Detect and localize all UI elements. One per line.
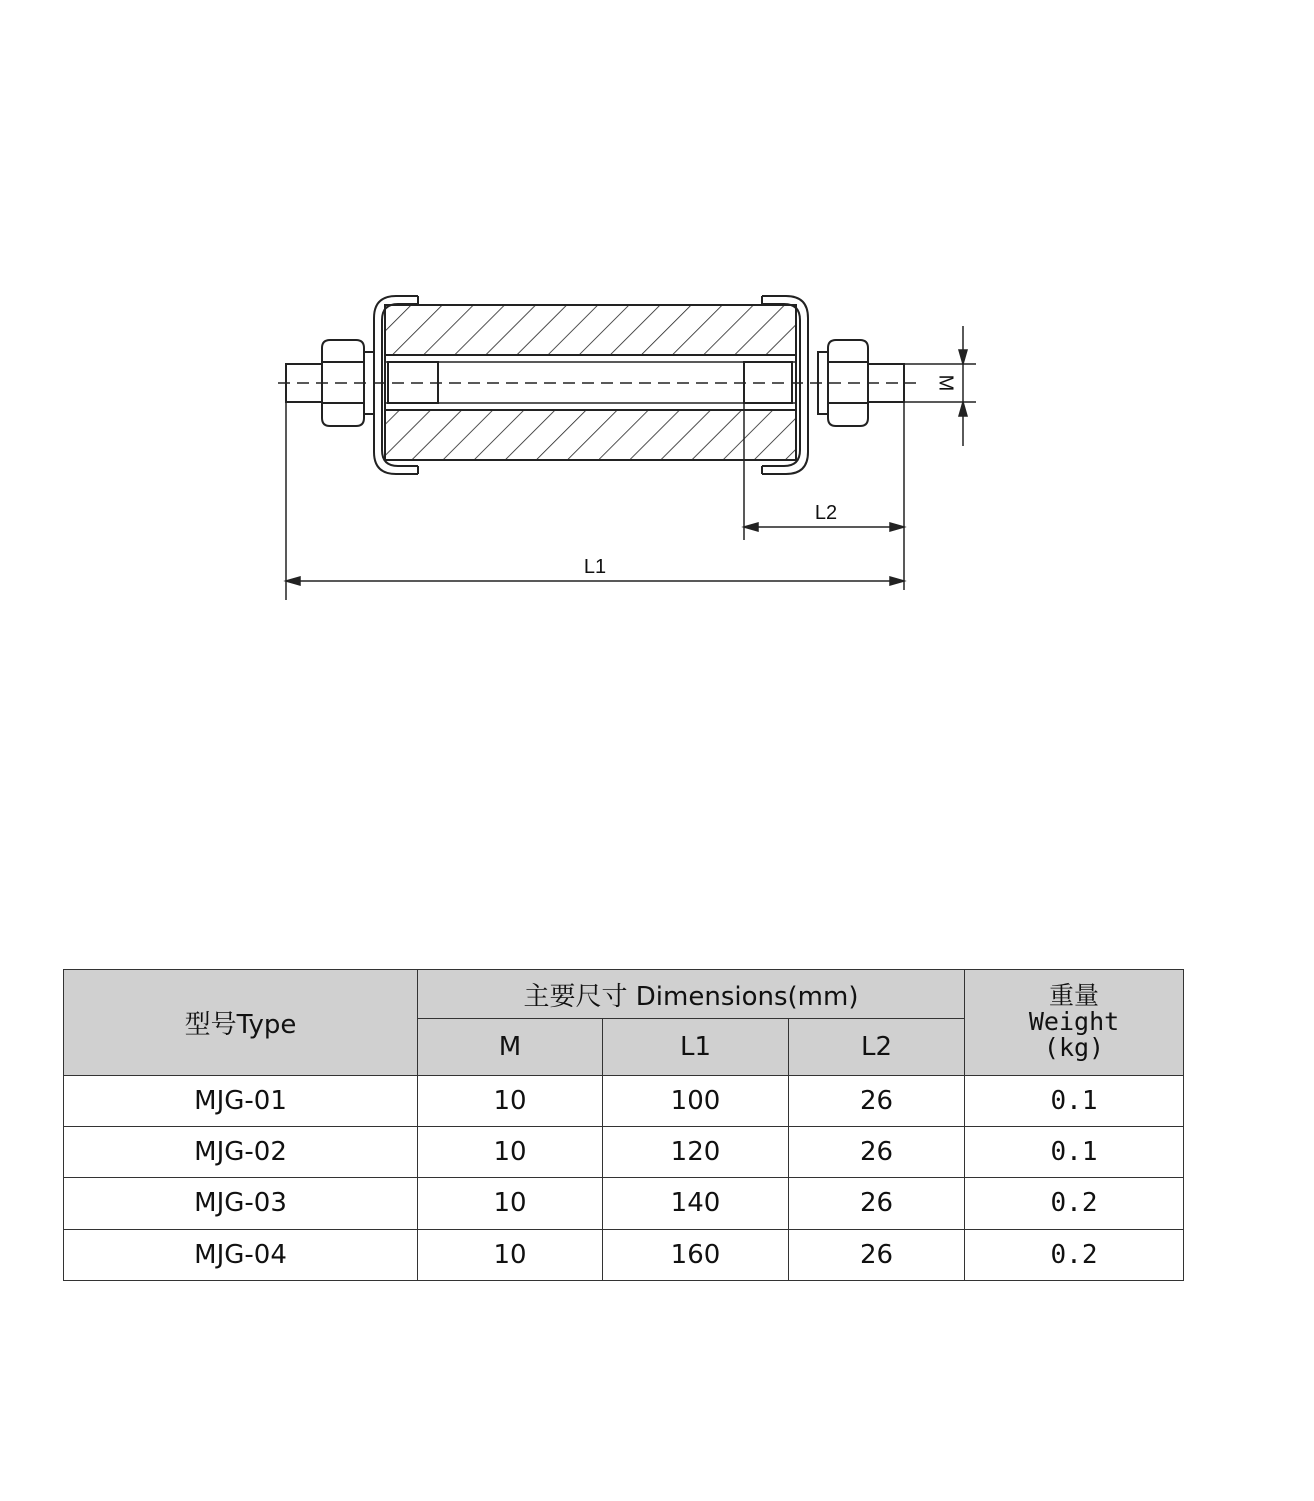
- header-l1: L1: [603, 1019, 789, 1075]
- cell-weight: 0.2: [965, 1178, 1184, 1229]
- right-bolt-end: [744, 362, 792, 403]
- connector-technical-drawing: [0, 0, 1314, 700]
- cell-type: MJG-01: [64, 1075, 418, 1126]
- cell-type: MJG-04: [64, 1229, 418, 1280]
- cell-m: 10: [418, 1229, 603, 1280]
- table-row: [64, 1127, 1184, 1178]
- l1-label: L1: [583, 556, 607, 578]
- cell-m: 10: [418, 1178, 603, 1229]
- header-weight-en: Weight: [1028, 1007, 1120, 1037]
- header-l2: L2: [789, 1019, 965, 1075]
- table-row: [64, 1229, 1184, 1280]
- table-row: [64, 1178, 1184, 1229]
- cell-l2: 26: [789, 1178, 965, 1229]
- cell-weight: 0.2: [965, 1229, 1184, 1280]
- cell-weight: 0.1: [965, 1075, 1184, 1126]
- header-weight-cn: 重量: [1049, 981, 1100, 1011]
- cell-type: MJG-03: [64, 1178, 418, 1229]
- right-nut: [818, 340, 868, 426]
- m-label: M: [934, 374, 957, 392]
- specification-table: [63, 969, 1184, 1281]
- l2-label: L2: [814, 502, 838, 524]
- cell-l1: 140: [603, 1178, 789, 1229]
- header-weight-unit: (kg): [1043, 1033, 1105, 1063]
- header-weight: [965, 970, 1184, 1076]
- header-m: M: [418, 1019, 603, 1075]
- cell-m: 10: [418, 1075, 603, 1126]
- header-dimensions: 主要尺寸 Dimensions(mm): [418, 970, 965, 1019]
- left-nut: [322, 340, 374, 426]
- table-row: [64, 1075, 1184, 1126]
- cell-l1: 160: [603, 1229, 789, 1280]
- cell-weight: 0.1: [965, 1127, 1184, 1178]
- cell-l1: 120: [603, 1127, 789, 1178]
- cell-type: MJG-02: [64, 1127, 418, 1178]
- cell-l2: 26: [789, 1229, 965, 1280]
- header-type: 型号Type: [64, 970, 418, 1076]
- cell-l2: 26: [789, 1127, 965, 1178]
- cell-m: 10: [418, 1127, 603, 1178]
- cell-l1: 100: [603, 1075, 789, 1126]
- cell-l2: 26: [789, 1075, 965, 1126]
